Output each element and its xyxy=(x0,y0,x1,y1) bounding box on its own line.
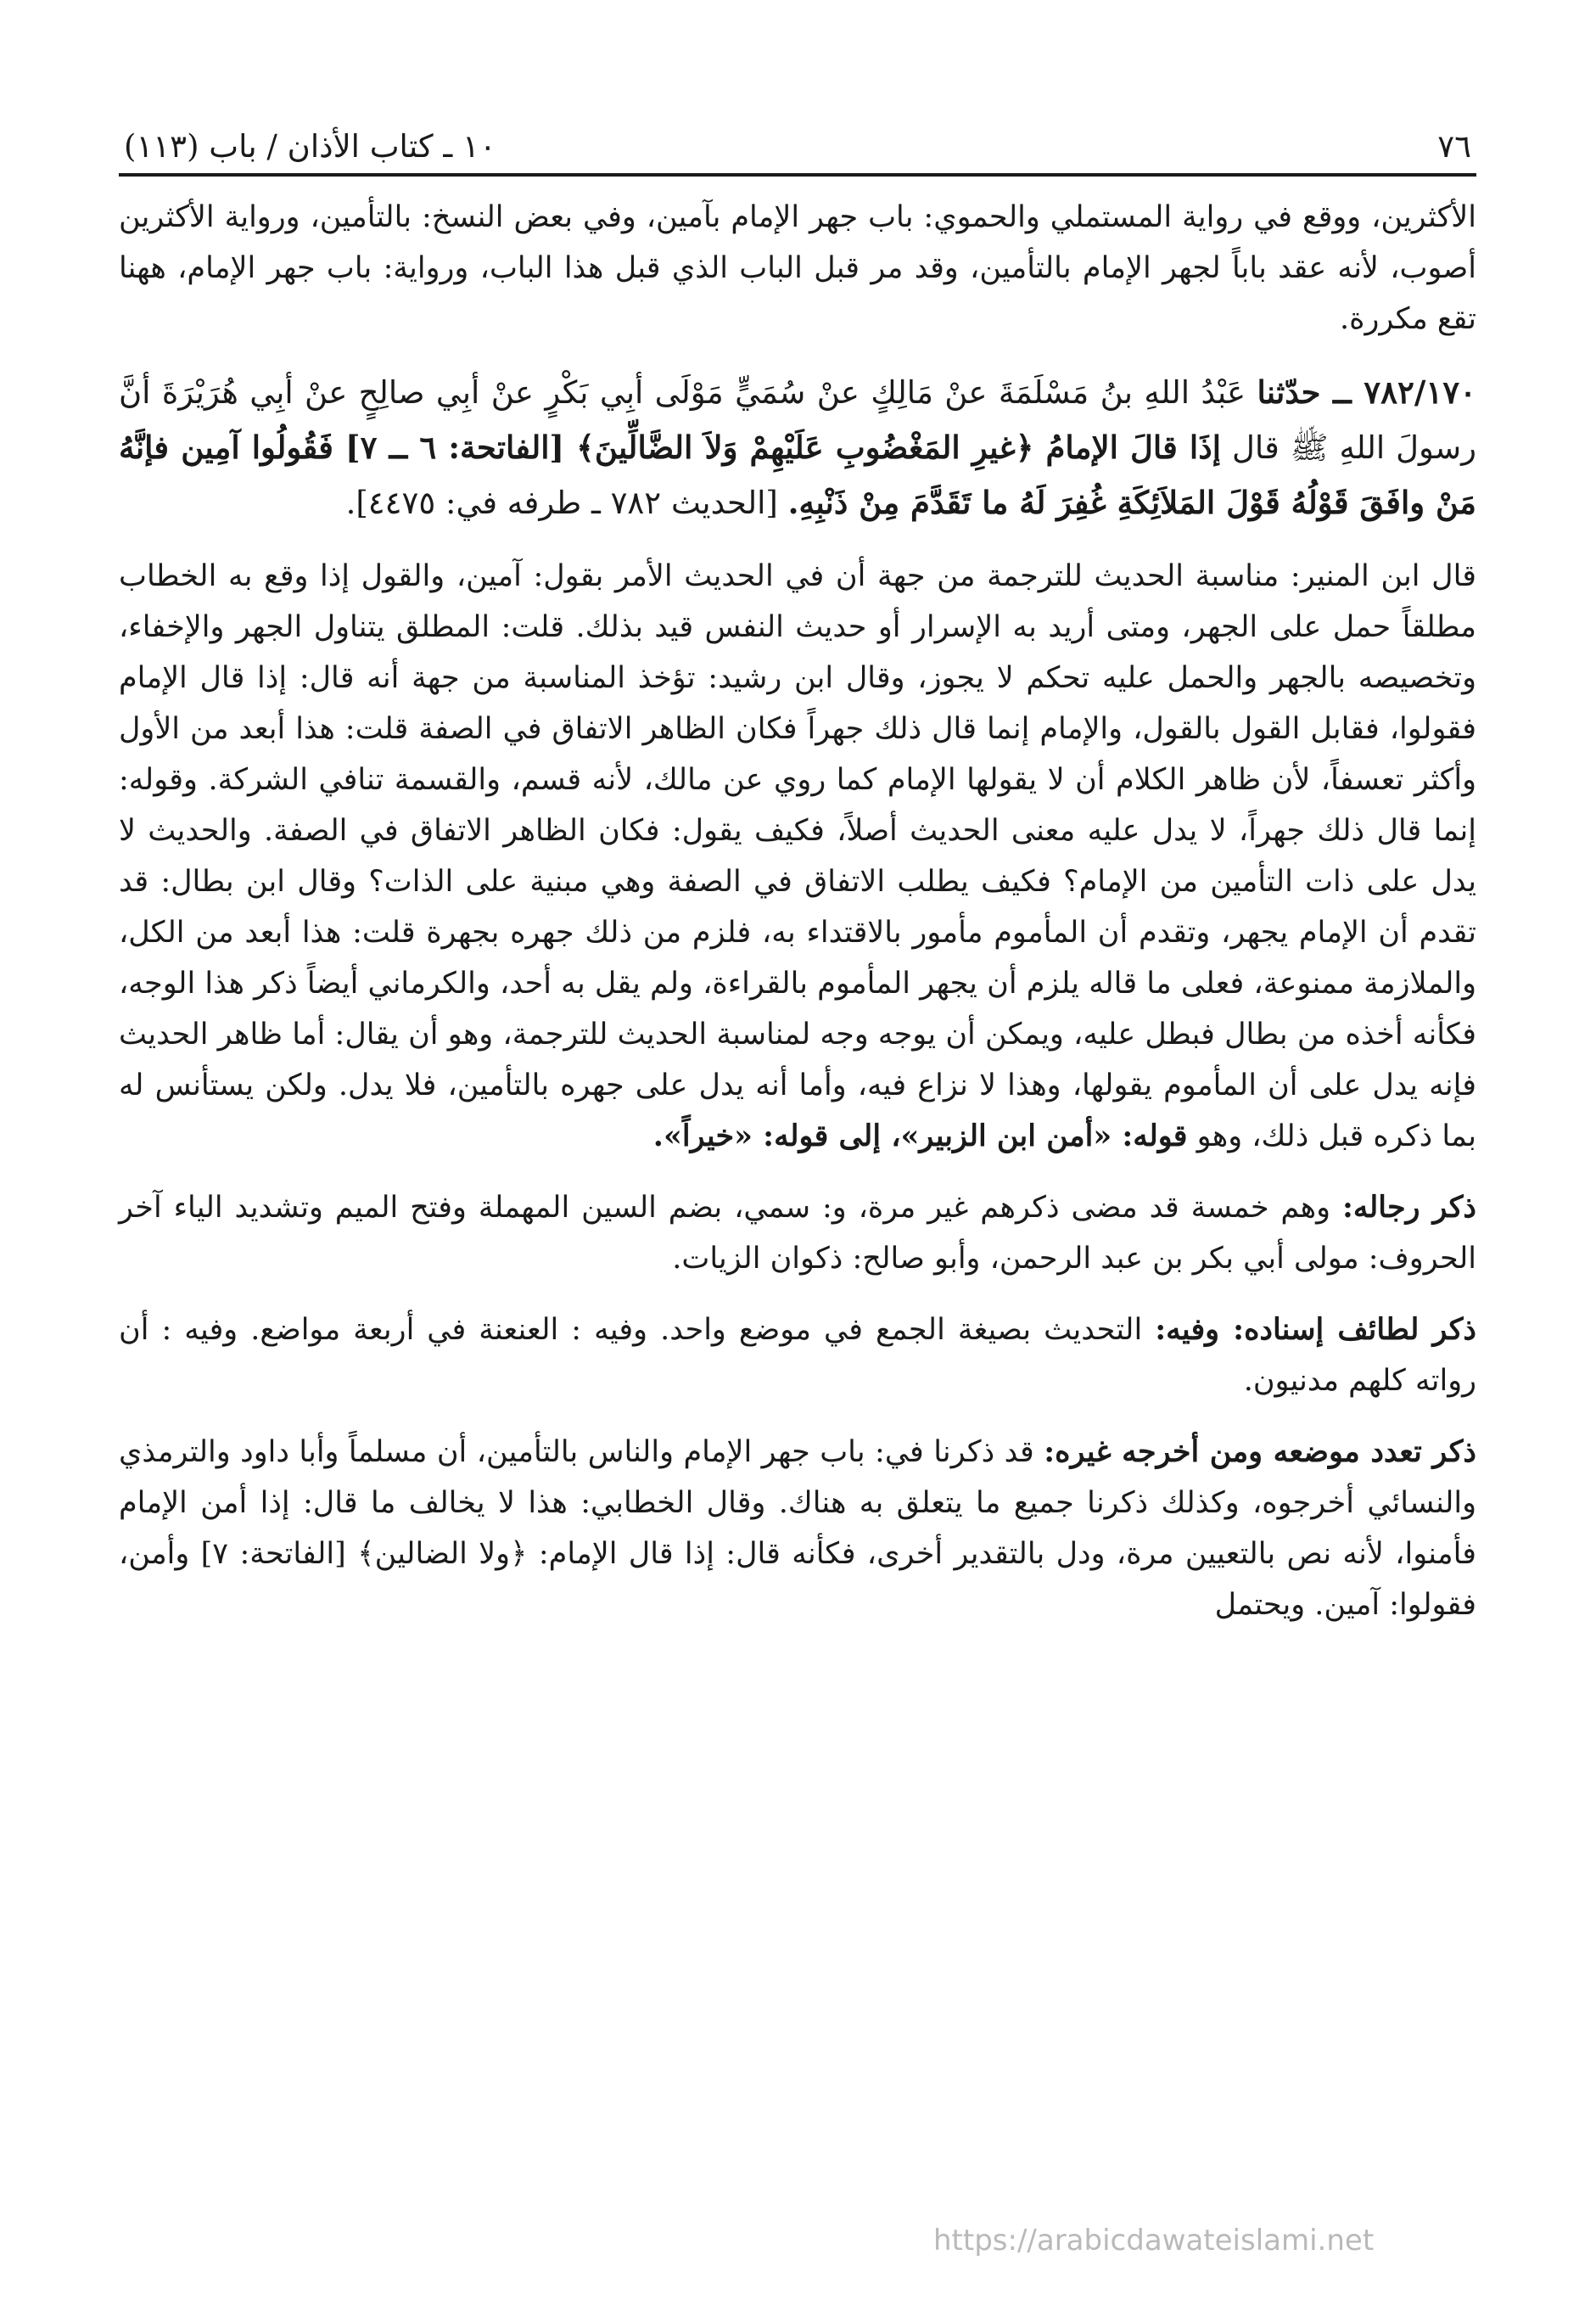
hadith-block xyxy=(119,365,1476,530)
commentary-body: قال ابن المنير: مناسبة الحديث للترجمة من جهة أن في الحديث الأمر بقول: آمين، والقول إذا وقع به الخطاب مطلقاً حمل على الجهر، ومتى أريد به الإسرار أو حديث النفس قيد بذلك. قلت: المطلق يتناول الجهر والإخفاء، وتخصيصه بالجهر والحمل عليه تحكم لا يجوز، وقال ابن رشيد: تؤخذ المناسبة من جهة أنه قال: إذا قال الإمام فقولوا، فقابل القول بالقول، والإمام إنما قال ذلك جهراً فكان الظاهر الاتفاق في الصفة قلت: هذا أبعد من الأول وأكثر تعسفاً، لأن ظاهر الكلام أن لا يقولها الإمام كما روي عن مالك، لأنه قسم، والقسمة تنافي الشركة. وقوله: إنما قال ذلك جهراً، لا يدل عليه معنى الحديث أصلاً، فكيف يقول: فكان الظاهر الاتفاق في الصفة. والحديث لا يدل على ذات التأمين من الإمام؟ فكيف يطلب الاتفاق في الصفة وهي مبنية على الذات؟ وقال ابن بطال: قد تقدم أن الإمام يجهر، وتقدم أن المأموم مأمور بالاقتداء به، فلزم من ذلك جهره بجهرة قلت: هذا أبعد من الكل، والملازمة ممنوعة، فعلى ما قاله يلزم أن يجهر المأموم بالقراءة، ولم يقل به أحد، والكرماني أيضاً ذكر هذا الوجه، فكأنه أخذه من بطال فبطل عليه، ويمكن أن يوجه وجه لمناسبة الحديث للترجمة، وهو أن يقال: أما ظاهر الحديث فإنه يدل على أن المأموم يقولها، وهذا لا نزاع فيه، وأما أنه يدل على جهره بالتأمين، فلا يدل. ولكن يستأنس له بما ذكره قبل ذلك، وهو xyxy=(119,559,1477,1153)
rijal-section xyxy=(119,1182,1476,1284)
lataif-heading: ذكر لطائف إسناده: وفيه: xyxy=(1155,1312,1477,1347)
lataif-section xyxy=(119,1304,1476,1406)
intro-text: الأكثرين، ووقع في رواية المستملي والحموي: باب جهر الإمام بآمين، وفي بعض النسخ: بالتأمين، ورواية الأكثرين أصوب، لأنه عقد باباً لجهر الإمام بالتأمين، وقد مر قبل الباب الذي قبل هذا الباب، ورواية: باب جهر الإمام، ههنا تقع مكررة. xyxy=(119,200,1476,336)
hadith-reference: [الحديث ٧٨٢ ـ طرفه في: ٤٤٧٥]. xyxy=(345,485,788,521)
hadith-text xyxy=(119,365,1476,530)
taaddud-text xyxy=(119,1427,1476,1630)
page-header xyxy=(119,110,1476,165)
intro-paragraph xyxy=(119,192,1476,345)
header-rule xyxy=(119,173,1476,177)
commentary-block xyxy=(119,551,1476,1162)
hadith-matn: إذَا قالَ الإمامُ ﴿غيرِ المَغْضُوبِ عَلَيْهِمْ وَلاَ الضَّالِّينَ﴾ [الفاتحة: ٦ ــ ٧] فَقُولُوا آمِين فإنَّهُ مَنْ وافَقَ قَوْلُهُ قَوْلَ المَلاَئِكَةِ غُفِرَ لَهُ ما تَقَدَّمَ مِنْ ذَنْبِهِ. xyxy=(119,429,1476,521)
hadith-number: ٧٨٢/١٧٠ ــ حدّثنا xyxy=(1257,373,1476,411)
lataif-text xyxy=(119,1304,1476,1406)
commentary-tail: قوله: «أمن ابن الزبير»، إلى قوله: «خيراً». xyxy=(652,1119,1188,1153)
rijal-heading: ذكر رجاله: xyxy=(1341,1190,1477,1225)
lataif-body: التحديث بصيغة الجمع في موضع واحد. وفيه : العنعنة في أربعة مواضع. وفيه : أن رواته كلهم مدنيون. xyxy=(119,1313,1476,1398)
taaddud-section xyxy=(119,1427,1476,1630)
running-title: ١٠ ـ كتاب الأذان / باب (١١٣) xyxy=(124,128,496,165)
commentary-text xyxy=(119,551,1476,1162)
site-watermark: https://arabicdawateislami.net xyxy=(933,2224,1375,2258)
book-page xyxy=(119,110,1476,1651)
page-number: ٧٦ xyxy=(1437,128,1471,165)
hadith-chain: عَبْدُ اللهِ بنُ مَسْلَمَةَ عنْ مَالِكٍ عنْ سُمَيٍّ مَوْلَى أبِي بَكْرٍ عنْ أبِي صالِحٍ عنْ أبِي هُرَيْرَةَ أنَّ رسولَ اللهِ ﷺ قال xyxy=(119,374,1476,466)
taaddud-body: قد ذكرنا في: باب جهر الإمام والناس بالتأمين، أن مسلماً وأبا داود والترمذي والنسائي أخرجوه، وكذلك ذكرنا جميع ما يتعلق به هناك. وقال الخطابي: هذا لا يخالف ما قال: إذا أمن الإمام فأمنوا، لأنه نص بالتعيين مرة، ودل بالتقدير أخرى، فكأنه قال: إذا قال الإمام: ﴿ولا الضالين﴾ [الفاتحة: ٧] وأمن، فقولوا: آمين. ويحتمل xyxy=(119,1435,1476,1622)
rijal-text xyxy=(119,1182,1476,1284)
rijal-body: وهم خمسة قد مضى ذكرهم غير مرة، و: سمي، بضم السين المهملة وفتح الميم وتشديد الياء آخر الحروف: مولى أبي بكر بن عبد الرحمن، وأبو صالح: ذكوان الزيات. xyxy=(119,1191,1476,1276)
taaddud-heading: ذكر تعدد موضعه ومن أخرجه غيره: xyxy=(1044,1434,1476,1469)
